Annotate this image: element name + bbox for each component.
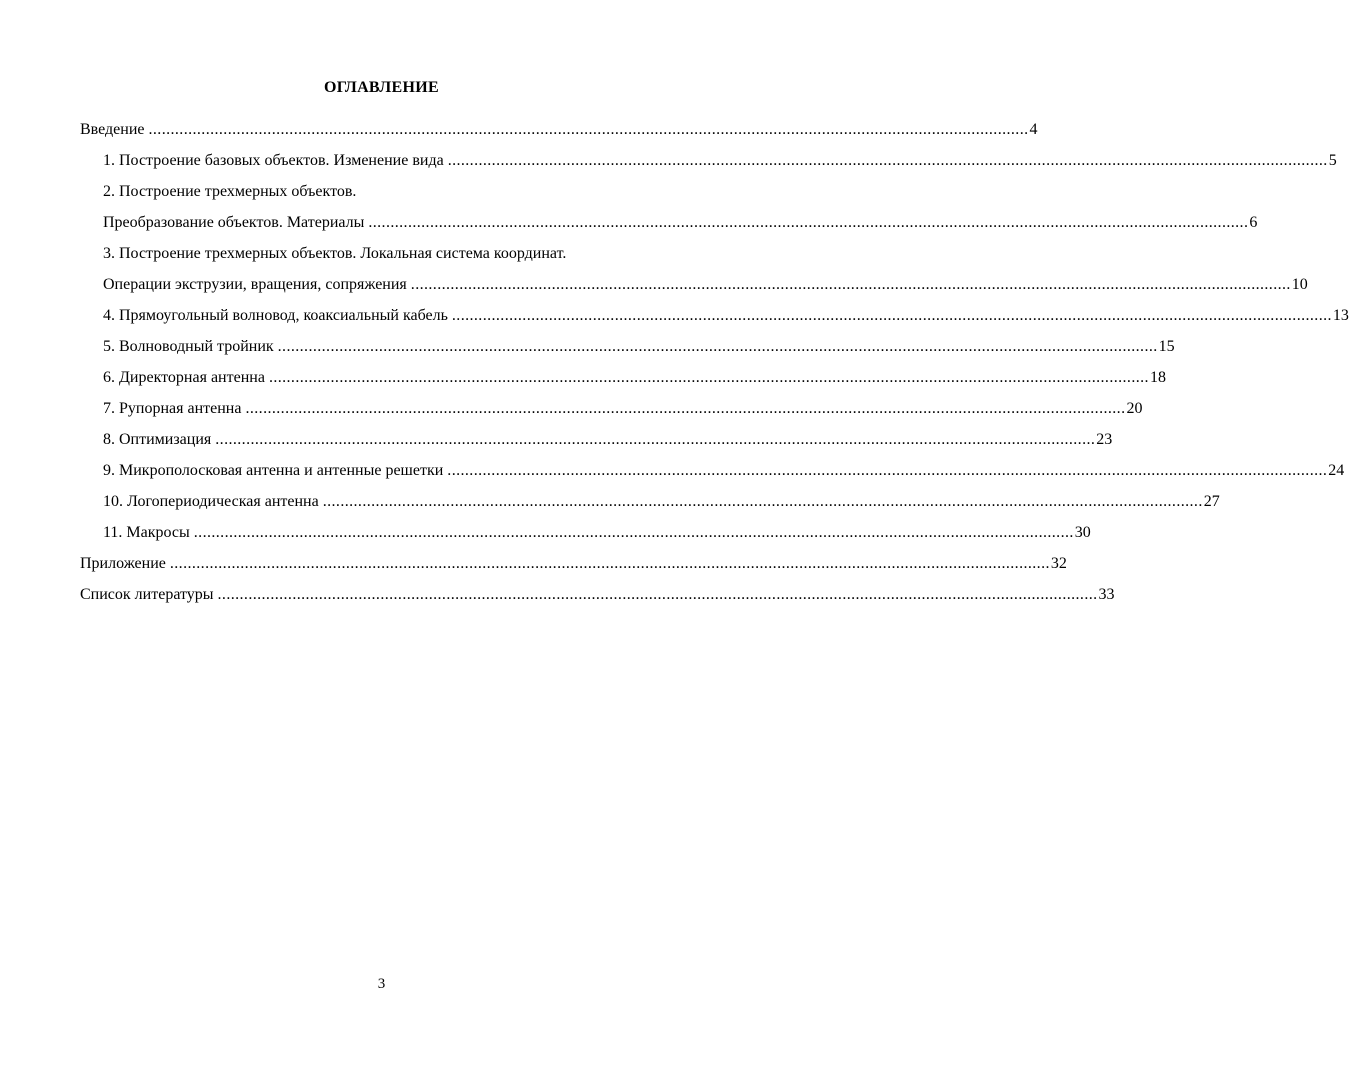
toc-entry-text: Преобразование объектов. Материалы xyxy=(103,214,365,231)
toc-leader-dots: ........................................................................................................................................................................................................ xyxy=(368,214,1249,231)
toc-entry-text: Приложение xyxy=(80,555,166,572)
toc-entry-page: 20 xyxy=(1126,400,1143,417)
toc-entry-text: 9. Микрополосковая антенна и антенные решетки xyxy=(103,462,444,479)
toc-entry-page: 5 xyxy=(1328,152,1337,169)
toc-leader-dots: ........................................................................................................................................................................................................ xyxy=(277,338,1158,355)
toc-entry-text: 3. Построение трехмерных объектов. Локальная система координат. xyxy=(103,245,567,262)
table-of-contents xyxy=(80,118,1349,614)
toc-leader-dots: ........................................................................................................................................................................................................ xyxy=(447,462,1328,479)
toc-leader-dots: ........................................................................................................................................................................................................ xyxy=(268,369,1149,386)
toc-entry-text: Список литературы xyxy=(80,586,214,603)
toc-entry xyxy=(80,149,1337,180)
toc-leader-dots: ........................................................................................................................................................................................................ xyxy=(215,431,1096,448)
toc-entry-text: 7. Рупорная антенна xyxy=(103,400,242,417)
toc-entry xyxy=(80,521,1091,552)
toc-entry xyxy=(80,490,1220,521)
toc-entry-text: 5. Волноводный тройник xyxy=(103,338,274,355)
toc-entry-page: 32 xyxy=(1050,555,1067,572)
toc-entry-text: 1. Построение базовых объектов. Изменение вида xyxy=(103,152,444,169)
page-title: ОГЛАВЛЕНИЕ xyxy=(324,79,439,96)
toc-leader-dots: ........................................................................................................................................................................................................ xyxy=(217,586,1098,603)
toc-entry xyxy=(80,366,1166,397)
toc-leader-dots: ........................................................................................................................................................................................................ xyxy=(169,555,1050,572)
toc-entry-page: 10 xyxy=(1291,276,1308,293)
toc-entry xyxy=(80,180,680,211)
toc-entry xyxy=(80,583,1115,614)
toc-leader-dots: ........................................................................................................................................................................................................ xyxy=(447,152,1328,169)
toc-entry-page: 24 xyxy=(1328,462,1345,479)
toc-entry xyxy=(80,242,680,273)
toc-entry-text: 6. Директорная антенна xyxy=(103,369,265,386)
toc-entry xyxy=(80,459,1345,490)
toc-leader-dots: ........................................................................................................................................................................................................ xyxy=(245,400,1126,417)
page-number: 3 xyxy=(377,976,386,992)
toc-entry-page: 33 xyxy=(1098,586,1115,603)
toc-entry-page: 15 xyxy=(1158,338,1175,355)
toc-entry-text: 10. Логопериодическая антенна xyxy=(103,493,319,510)
toc-entry-text: Операции экструзии, вращения, сопряжения xyxy=(103,276,407,293)
toc-entry xyxy=(80,304,1349,335)
toc-entry xyxy=(80,118,1038,149)
toc-entry-page: 18 xyxy=(1149,369,1166,386)
toc-entry-text: 2. Построение трехмерных объектов. xyxy=(103,183,357,200)
toc-entry-text: 4. Прямоугольный волновод, коаксиальный кабель xyxy=(103,307,448,324)
toc-entry-page: 13 xyxy=(1332,307,1349,324)
toc-entry xyxy=(80,552,1067,583)
toc-entry xyxy=(80,211,1258,242)
toc-leader-dots: ........................................................................................................................................................................................................ xyxy=(148,121,1029,138)
toc-entry-page: 30 xyxy=(1074,524,1091,541)
toc-entry-page: 6 xyxy=(1249,214,1258,231)
toc-entry xyxy=(80,397,1143,428)
toc-entry xyxy=(80,335,1175,366)
toc-entry-page: 23 xyxy=(1096,431,1113,448)
toc-leader-dots: ........................................................................................................................................................................................................ xyxy=(193,524,1074,541)
toc-entry-page: 27 xyxy=(1203,493,1220,510)
toc-leader-dots: ........................................................................................................................................................................................................ xyxy=(410,276,1291,293)
toc-entry-page: 4 xyxy=(1029,121,1038,138)
toc-entry-text: 11. Макросы xyxy=(103,524,190,541)
toc-entry-text: 8. Оптимизация xyxy=(103,431,212,448)
toc-entry xyxy=(80,273,1308,304)
toc-leader-dots: ........................................................................................................................................................................................................ xyxy=(322,493,1203,510)
toc-entry xyxy=(80,428,1113,459)
toc-leader-dots: ........................................................................................................................................................................................................ xyxy=(451,307,1332,324)
toc-entry-text: Введение xyxy=(80,121,145,138)
